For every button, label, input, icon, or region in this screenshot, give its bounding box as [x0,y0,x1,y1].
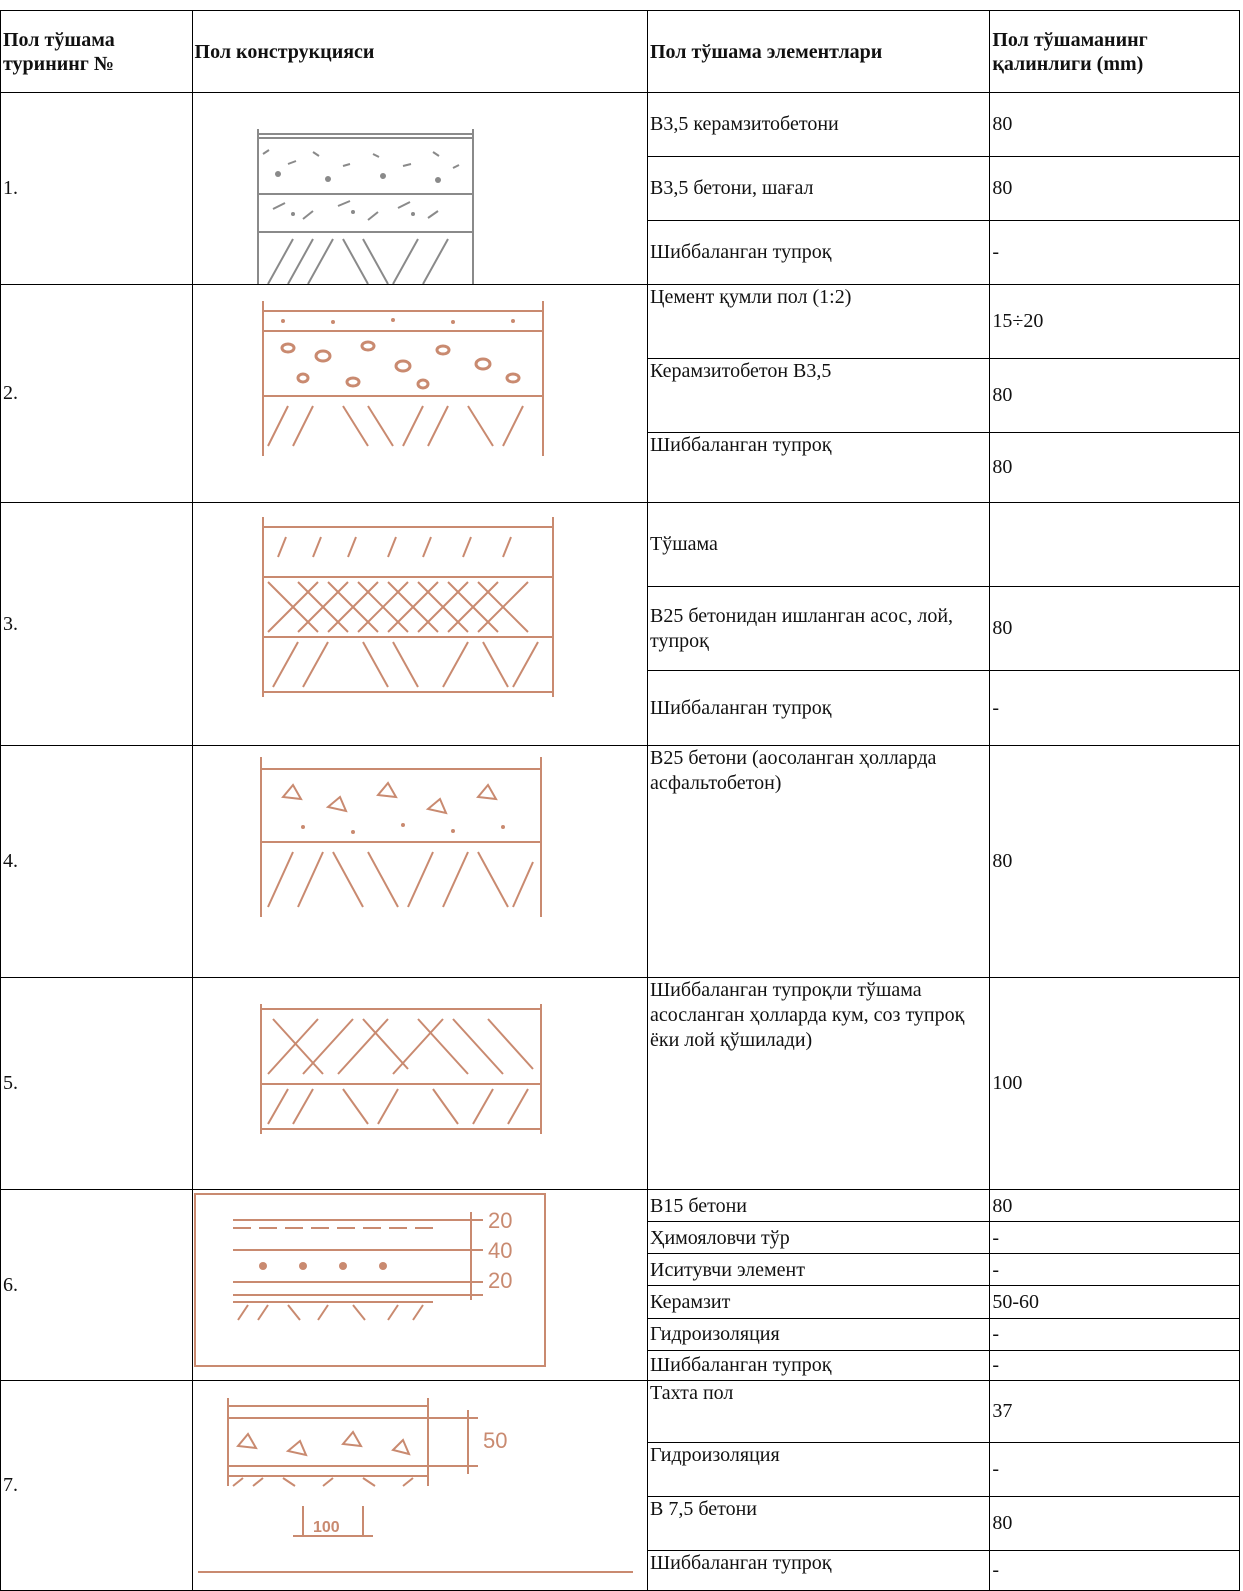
floor-section-sketch [193,747,638,977]
dimension-label: 20 [487,1208,513,1233]
dimension-label: 100 [312,1518,340,1536]
dimension-label: 20 [487,1268,513,1293]
layer-thickness: 80 [990,746,1240,978]
floor-section-sketch [193,1190,638,1380]
type-number: 5. [1,978,193,1190]
construction-sketch-cell [192,503,647,746]
table-row [1,1381,1240,1443]
layer-thickness: 50-60 [990,1286,1240,1318]
table-row [1,746,1240,978]
layer-element: Шиббаланган тупроқ [648,433,990,503]
layer-element: Шиббаланган тупроқ [648,1350,990,1380]
layer-thickness [990,503,1240,587]
layer-element: Гидроизоляция [648,1443,990,1497]
layer-thickness: 37 [990,1381,1240,1443]
table-row [1,1190,1240,1222]
header-thickness: Пол тўшаманинг қалинлиги (mm) [990,11,1240,93]
layer-element: B25 бетони (аосоланган ҳолларда асфальтобетон) [648,746,990,978]
layer-element: B15 бетони [648,1190,990,1222]
type-number: 1. [1,93,193,285]
layer-element: B3,5 керамзитобетони [648,93,990,157]
layer-thickness: - [990,221,1240,285]
layer-thickness: 80 [990,1497,1240,1551]
layer-thickness: - [990,1222,1240,1254]
layer-element: Тахта пол [648,1381,990,1443]
floor-section-sketch [193,94,638,284]
dimension-label: 50 [482,1427,508,1453]
layer-thickness: 80 [990,587,1240,671]
layer-element: Керамзитобетон B3,5 [648,359,990,433]
type-number: 6. [1,1190,193,1381]
layer-element: B25 бетонидан ишланган асос, лой, тупроқ [648,587,990,671]
construction-sketch-cell [192,93,647,285]
layer-element: Шиббаланган тупроқ [648,1551,990,1591]
header-elements: Пол тўшама элементлари [648,11,990,93]
header-type-no: Пол тўшама турининг № [1,11,193,93]
table-row [1,285,1240,359]
construction-sketch-cell [192,746,647,978]
header-construction: Пол конструкцияси [192,11,647,93]
table-row [1,503,1240,587]
layer-element: Ҳимояловчи тўр [648,1222,990,1254]
floor-section-sketch [193,979,638,1189]
construction-sketch-cell [192,1190,647,1381]
floor-section-sketch [193,286,638,501]
layer-thickness: - [990,1318,1240,1350]
floor-section-sketch [193,507,638,742]
layer-thickness: 80 [990,93,1240,157]
layer-element: Цемент қумли пол (1:2) [648,285,990,359]
construction-sketch-cell [192,285,647,503]
layer-element: Шиббаланган тупроқли тўшама асосланган ҳолларда кум, соз тупроқ ёки лой қўшилади) [648,978,990,1190]
type-number: 3. [1,503,193,746]
layer-thickness: - [990,1350,1240,1380]
construction-sketch-cell [192,1381,647,1591]
layer-element: Керамзит [648,1286,990,1318]
floor-construction-table [0,10,1240,1591]
table-row [1,93,1240,157]
floor-section-sketch [193,1386,638,1586]
layer-thickness: - [990,1443,1240,1497]
layer-thickness: 80 [990,157,1240,221]
type-number: 7. [1,1381,193,1591]
layer-thickness: 100 [990,978,1240,1190]
layer-element: Шиббаланган тупроқ [648,671,990,746]
dimension-label: 40 [487,1238,513,1263]
header-row [1,11,1240,93]
type-number: 4. [1,746,193,978]
type-number: 2. [1,285,193,503]
layer-thickness: 80 [990,359,1240,433]
layer-thickness: - [990,1254,1240,1286]
layer-element: Шиббаланган тупроқ [648,221,990,285]
layer-element: Гидроизоляция [648,1318,990,1350]
layer-element: Иситувчи элемент [648,1254,990,1286]
layer-thickness: 15÷20 [990,285,1240,359]
layer-element: B 7,5 бетони [648,1497,990,1551]
layer-element: Тўшама [648,503,990,587]
layer-thickness: - [990,671,1240,746]
layer-thickness: - [990,1551,1240,1591]
table-row [1,978,1240,1190]
construction-sketch-cell [192,978,647,1190]
layer-thickness: 80 [990,1190,1240,1222]
layer-element: B3,5 бетони, шағал [648,157,990,221]
layer-thickness: 80 [990,433,1240,503]
